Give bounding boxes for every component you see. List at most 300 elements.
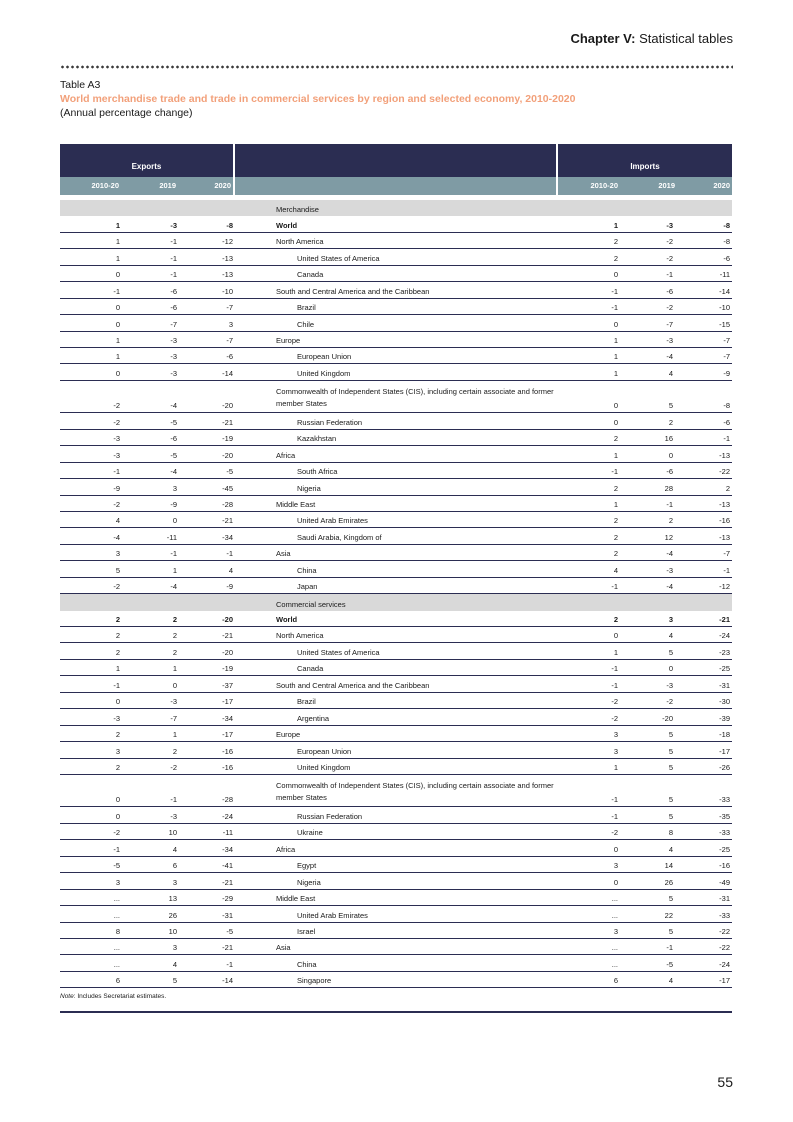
import-2010-20-value: 2 [613, 532, 618, 542]
import-2010-20-value: -1 [611, 303, 618, 313]
export-2020-value: -20 [222, 647, 233, 657]
region-name: European Union [297, 352, 352, 362]
import-2010-20-value: 1 [613, 499, 618, 509]
import-2010-20-value: 3 [613, 746, 618, 756]
export-2020-value: -34 [222, 844, 233, 854]
table-row [60, 364, 732, 380]
note-text: : Includes Secretariat estimates. [73, 993, 167, 1000]
import-2010-20-value: 1 [613, 647, 618, 657]
import-2010-20-value: -1 [611, 582, 618, 592]
export-2010-20-value: -1 [113, 467, 120, 477]
export-2020-value: -28 [222, 795, 233, 805]
col-header-2010-20: 2010-20 [91, 181, 119, 190]
table-row [60, 332, 732, 348]
export-2020-value: -29 [222, 894, 233, 904]
table-note [60, 993, 166, 1000]
export-2010-20-value: 2 [115, 615, 120, 624]
import-2019-value: -1 [666, 270, 673, 280]
region-name: World [276, 615, 298, 624]
export-2010-20-value: 0 [115, 270, 120, 280]
export-2020-value: -20 [222, 401, 233, 411]
export-2020-value: -34 [222, 532, 233, 542]
import-2020-value: -31 [719, 894, 730, 904]
table-subtitle: (Annual percentage change) [60, 107, 193, 119]
import-2010-20-value: 2 [613, 549, 618, 559]
import-2020-value: -33 [719, 795, 730, 805]
import-2020-value: -7 [723, 335, 730, 345]
export-2019-value: 0 [172, 516, 177, 526]
exports-header [60, 144, 233, 177]
export-2020-value: -7 [226, 335, 233, 345]
region-name: Argentina [297, 713, 330, 723]
export-2010-20-value: ... [113, 910, 120, 920]
export-2010-20-value: 2 [115, 762, 120, 772]
import-2019-value: -2 [666, 303, 673, 313]
export-2020-value: -5 [226, 467, 233, 477]
import-2020-value: -8 [723, 237, 730, 247]
export-2010-20-value: 0 [115, 795, 120, 805]
export-2010-20-value: 1 [115, 664, 120, 674]
import-2020-value: -21 [719, 615, 730, 624]
import-2019-value: 4 [668, 368, 673, 378]
import-2020-value: -15 [719, 319, 730, 329]
export-2010-20-value: ... [113, 943, 120, 953]
import-2020-value: -22 [719, 943, 730, 953]
export-2019-value: 13 [168, 894, 177, 904]
import-2020-value: -23 [719, 647, 730, 657]
export-2019-value: 2 [172, 631, 177, 641]
import-2010-20-value: -1 [611, 811, 618, 821]
table-row [60, 693, 732, 709]
region-name: Africa [276, 450, 296, 460]
export-2019-value: 5 [172, 976, 177, 986]
export-2010-20-value: -2 [113, 582, 120, 592]
export-2020-value: -5 [226, 926, 233, 936]
export-2010-20-value: 4 [115, 516, 120, 526]
export-2019-value: -3 [170, 352, 177, 362]
export-2010-20-value: 3 [115, 549, 120, 559]
table-row [60, 611, 732, 627]
import-2020-value: -24 [719, 631, 730, 641]
import-2020-value: -25 [719, 844, 730, 854]
region-name: South and Central America and the Caribbean [276, 680, 430, 690]
import-2019-value: -3 [666, 680, 673, 690]
table-row [60, 726, 732, 742]
import-2020-value: -17 [719, 746, 730, 756]
exports-header-label: Exports [131, 162, 162, 171]
region-name: South and Central America and the Caribbean [276, 286, 430, 296]
import-2010-20-value: -2 [611, 697, 618, 707]
export-2020-value: -37 [222, 680, 233, 690]
import-2019-value: -6 [666, 286, 673, 296]
export-2019-value: -3 [170, 811, 177, 821]
table-row [60, 348, 732, 364]
table-row [60, 775, 732, 808]
col-header-2020: 2020 [214, 181, 231, 190]
import-2010-20-value: -2 [611, 828, 618, 838]
export-2019-value: -4 [170, 467, 177, 477]
import-2019-value: 4 [668, 976, 673, 986]
table-row [60, 496, 732, 512]
export-2010-20-value: 0 [115, 368, 120, 378]
export-2020-value: -41 [222, 861, 233, 871]
region-name: South Africa [297, 467, 338, 477]
import-2010-20-value: 2 [613, 253, 618, 263]
table-row [60, 972, 732, 988]
export-2019-value: 2 [172, 647, 177, 657]
region-name: United States of America [297, 647, 380, 657]
import-2020-value: -7 [723, 352, 730, 362]
table-row [60, 759, 732, 775]
import-2019-value: 5 [668, 401, 673, 411]
export-2020-value: -8 [226, 220, 233, 230]
export-2019-value: 2 [172, 615, 177, 624]
table-row [60, 906, 732, 922]
imports-header [558, 144, 732, 177]
import-2019-value: -2 [666, 697, 673, 707]
import-2019-value: -4 [666, 549, 673, 559]
import-2010-20-value: -1 [611, 680, 618, 690]
table-title: World merchandise trade and trade in commercial services by region and selected economy, 2010-2020 [60, 93, 576, 105]
region-name: China [297, 959, 317, 969]
export-2019-value: -7 [170, 713, 177, 723]
import-2010-20-value: 6 [613, 976, 618, 986]
export-2019-value: -11 [166, 532, 177, 542]
region-name: Middle East [276, 894, 316, 904]
import-2020-value: -35 [719, 811, 730, 821]
region-name: Israel [297, 926, 316, 936]
export-2020-value: -14 [222, 368, 233, 378]
import-2019-value: 3 [668, 615, 673, 624]
section-label: Merchandise [276, 205, 319, 215]
export-2020-value: 3 [228, 319, 233, 329]
export-2010-20-value: -2 [113, 417, 120, 427]
import-2019-value: -5 [666, 959, 673, 969]
import-2019-value: -3 [666, 335, 673, 345]
import-2010-20-value: 1 [613, 335, 618, 345]
table-row [60, 923, 732, 939]
dotted-divider [60, 65, 733, 69]
import-2019-value: 4 [668, 631, 673, 641]
export-2020-value: -19 [222, 664, 233, 674]
export-2010-20-value: 0 [115, 319, 120, 329]
import-2010-20-value: 3 [613, 926, 618, 936]
import-2019-value: 14 [664, 861, 673, 871]
import-2020-value: -18 [719, 730, 730, 740]
import-2020-value: -6 [723, 417, 730, 427]
import-2019-value: -2 [666, 237, 673, 247]
col-header-2010-20: 2010-20 [590, 181, 618, 190]
region-name: Europe [276, 730, 301, 740]
region-name: Nigeria [297, 877, 321, 887]
imports-header-label: Imports [630, 162, 660, 171]
export-2010-20-value: 0 [115, 697, 120, 707]
import-2020-value: -7 [723, 549, 730, 559]
import-2010-20-value: 1 [613, 368, 618, 378]
export-2019-value: -6 [170, 434, 177, 444]
region-name: Brazil [297, 697, 316, 707]
import-2020-value: -14 [719, 286, 730, 296]
import-2010-20-value: ... [611, 894, 618, 904]
region-name: North America [276, 631, 324, 641]
export-2019-value: 3 [172, 943, 177, 953]
export-2010-20-value: -9 [113, 483, 120, 493]
import-2019-value: 5 [668, 811, 673, 821]
import-2020-value: -16 [719, 861, 730, 871]
import-2010-20-value: 1 [613, 762, 618, 772]
export-2019-value: -6 [170, 303, 177, 313]
import-2010-20-value: 0 [613, 417, 618, 427]
table-row [60, 381, 732, 414]
table-row [60, 939, 732, 955]
export-2020-value: -12 [222, 237, 233, 247]
export-2019-value: -1 [170, 549, 177, 559]
import-2019-value: 5 [668, 795, 673, 805]
region-name: United Arab Emirates [297, 910, 368, 920]
export-2020-value: -21 [222, 943, 233, 953]
export-2019-value: -2 [170, 762, 177, 772]
import-2020-value: 2 [725, 483, 730, 493]
import-2020-value: -13 [719, 532, 730, 542]
export-2010-20-value: ... [113, 894, 120, 904]
import-2010-20-value: ... [611, 910, 618, 920]
import-2010-20-value: 3 [613, 861, 618, 871]
import-2010-20-value: 0 [613, 319, 618, 329]
table-row [60, 660, 732, 676]
import-2019-value: -3 [666, 565, 673, 575]
import-2010-20-value: 0 [613, 631, 618, 641]
table-row [60, 627, 732, 643]
export-2010-20-value: -1 [113, 844, 120, 854]
imports-column-headers [558, 177, 732, 195]
export-2010-20-value: 8 [115, 926, 120, 936]
export-2020-value: -19 [222, 434, 233, 444]
import-2020-value: -13 [719, 450, 730, 460]
export-2020-value: -16 [222, 762, 233, 772]
region-name: Middle East [276, 499, 316, 509]
export-2019-value: 3 [172, 877, 177, 887]
export-2010-20-value: -4 [113, 532, 120, 542]
export-2020-value: -6 [226, 352, 233, 362]
region-name: Asia [276, 549, 291, 559]
table-row [60, 561, 732, 577]
export-2020-value: -16 [222, 746, 233, 756]
import-2020-value: -12 [719, 582, 730, 592]
page-number: 55 [717, 1074, 733, 1090]
table-row [60, 512, 732, 528]
export-2010-20-value: -1 [113, 286, 120, 296]
import-2019-value: 4 [668, 844, 673, 854]
table-row [60, 463, 732, 479]
table-label: Table A3 [60, 79, 101, 91]
import-2010-20-value: 0 [613, 877, 618, 887]
import-2010-20-value: 3 [613, 730, 618, 740]
table-row [60, 299, 732, 315]
export-2020-value: -17 [222, 697, 233, 707]
export-2019-value: -4 [170, 582, 177, 592]
import-2020-value: -49 [719, 877, 730, 887]
region-name: Saudi Arabia, Kingdom of [297, 532, 382, 542]
export-2010-20-value: 2 [115, 730, 120, 740]
export-2010-20-value: 1 [115, 253, 120, 263]
import-2019-value: 28 [664, 483, 673, 493]
import-2019-value: 2 [668, 516, 673, 526]
table-row [60, 282, 732, 298]
region-name: Brazil [297, 303, 316, 313]
import-2019-value: 12 [664, 532, 673, 542]
export-2020-value: -21 [222, 516, 233, 526]
export-2010-20-value: -2 [113, 401, 120, 411]
region-name: United Kingdom [297, 368, 351, 378]
export-2020-value: -21 [222, 417, 233, 427]
export-2019-value: -4 [170, 401, 177, 411]
region-name: Chile [297, 319, 315, 329]
import-2019-value: -2 [666, 253, 673, 263]
export-2020-value: -24 [222, 811, 233, 821]
import-2019-value: -7 [666, 319, 673, 329]
import-2019-value: 0 [668, 450, 673, 460]
import-2010-20-value: -1 [611, 286, 618, 296]
export-2020-value: -20 [222, 450, 233, 460]
region-name: China [297, 565, 317, 575]
table-row [60, 413, 732, 429]
import-2020-value: -39 [719, 713, 730, 723]
table-row [60, 578, 732, 594]
export-2020-value: -28 [222, 499, 233, 509]
chapter-label: Chapter V: [570, 31, 636, 46]
import-2019-value: -3 [666, 220, 673, 230]
import-2019-value: 8 [668, 828, 673, 838]
import-2020-value: -22 [719, 467, 730, 477]
export-2020-value: -17 [222, 730, 233, 740]
region-header [235, 144, 556, 177]
import-2010-20-value: -1 [611, 467, 618, 477]
import-2019-value: -4 [666, 352, 673, 362]
export-2019-value: 6 [172, 861, 177, 871]
import-2020-value: -11 [719, 270, 730, 280]
import-2019-value: 22 [664, 910, 673, 920]
import-2020-value: -8 [723, 220, 730, 230]
import-2010-20-value: 0 [613, 401, 618, 411]
region-name: Russian Federation [297, 417, 363, 427]
export-2010-20-value: 2 [115, 647, 120, 657]
table-row [60, 446, 732, 462]
table-row [60, 479, 732, 495]
export-2019-value: -1 [170, 253, 177, 263]
export-2020-value: -14 [222, 976, 233, 986]
table-row [60, 216, 732, 232]
table-row [60, 840, 732, 856]
export-2020-value: -31 [222, 910, 233, 920]
export-2010-20-value: 5 [115, 565, 120, 575]
import-2020-value: -16 [719, 516, 730, 526]
export-2019-value: -1 [170, 795, 177, 805]
import-2010-20-value: 2 [613, 434, 618, 444]
import-2010-20-value: -1 [611, 795, 618, 805]
export-2010-20-value: -3 [113, 713, 120, 723]
import-2019-value: -1 [666, 943, 673, 953]
region-name: World [276, 220, 298, 230]
export-2020-value: -1 [226, 549, 233, 559]
table-row [60, 873, 732, 889]
export-2019-value: 1 [172, 664, 177, 674]
import-2020-value: -8 [723, 401, 730, 411]
export-2010-20-value: -1 [113, 680, 120, 690]
import-2020-value: -30 [719, 697, 730, 707]
export-2010-20-value: 2 [115, 631, 120, 641]
region-column-header [235, 177, 556, 195]
table-row [60, 528, 732, 544]
import-2020-value: -1 [723, 565, 730, 575]
table-row [60, 233, 732, 249]
region-name: European Union [297, 746, 352, 756]
export-2019-value: 0 [172, 680, 177, 690]
import-2019-value: 16 [664, 434, 673, 444]
export-2020-value: 4 [228, 565, 233, 575]
import-2019-value: 5 [668, 746, 673, 756]
export-2020-value: -10 [222, 286, 233, 296]
export-2010-20-value: 3 [115, 877, 120, 887]
import-2010-20-value: -1 [611, 664, 618, 674]
export-2010-20-value: -2 [113, 828, 120, 838]
bottom-rule [60, 1011, 732, 1013]
chapter-heading [570, 31, 733, 46]
import-2019-value: 5 [668, 926, 673, 936]
region-name: Japan [297, 582, 318, 592]
export-2010-20-value: 1 [115, 237, 120, 247]
export-2020-value: -9 [226, 582, 233, 592]
region-name: Ukraine [297, 828, 323, 838]
export-2019-value: 4 [172, 844, 177, 854]
export-2019-value: -3 [170, 335, 177, 345]
region-name: United States of America [297, 253, 380, 263]
export-2020-value: -45 [222, 483, 233, 493]
import-2010-20-value: 2 [613, 516, 618, 526]
region-name: Africa [276, 844, 296, 854]
exports-column-headers [60, 177, 233, 195]
export-2010-20-value: ... [113, 959, 120, 969]
export-2019-value: 10 [168, 828, 177, 838]
export-2010-20-value: 6 [115, 976, 120, 986]
import-2020-value: -13 [719, 499, 730, 509]
import-2019-value: -20 [662, 713, 673, 723]
export-2010-20-value: -2 [113, 499, 120, 509]
import-2020-value: -17 [719, 976, 730, 986]
import-2020-value: -9 [723, 368, 730, 378]
import-2020-value: -33 [719, 828, 730, 838]
region-name: Egypt [297, 861, 317, 871]
section-row [60, 200, 732, 216]
export-2019-value: -1 [170, 237, 177, 247]
region-name: Singapore [297, 976, 332, 986]
import-2020-value: -24 [719, 959, 730, 969]
table-row [60, 807, 732, 823]
table-row [60, 676, 732, 692]
table-body [60, 200, 732, 988]
export-2019-value: -1 [170, 270, 177, 280]
export-2019-value: 26 [168, 910, 177, 920]
export-2020-value: -21 [222, 877, 233, 887]
region-name: North America [276, 237, 324, 247]
export-2019-value: -5 [170, 450, 177, 460]
import-2010-20-value: 2 [613, 237, 618, 247]
export-2010-20-value: 1 [115, 220, 120, 230]
import-2010-20-value: 2 [613, 615, 618, 624]
export-2020-value: -13 [222, 253, 233, 263]
export-2010-20-value: 1 [115, 335, 120, 345]
export-2010-20-value: 0 [115, 811, 120, 821]
region-name: United Kingdom [297, 762, 351, 772]
